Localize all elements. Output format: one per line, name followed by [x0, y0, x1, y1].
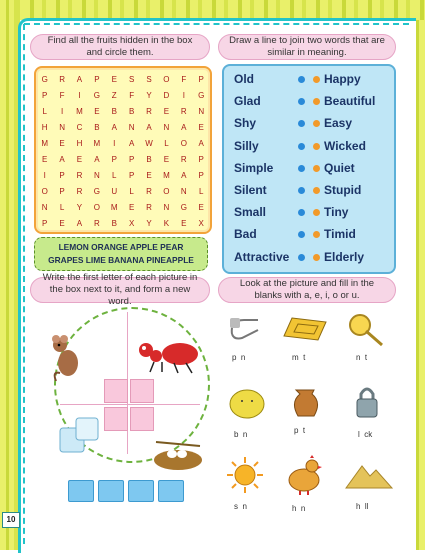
word-search-letter[interactable]: Y [146, 218, 152, 228]
word-search-letter[interactable]: I [182, 90, 185, 100]
word-search-letter[interactable]: O [41, 186, 48, 196]
word-search-letter[interactable]: P [42, 90, 48, 100]
similar-word-pair [224, 139, 394, 161]
word-search-letter[interactable]: B [111, 218, 117, 228]
word-search-letter[interactable]: E [42, 154, 48, 164]
word-search-letter[interactable]: R [146, 106, 152, 116]
word-search-letter[interactable]: N [163, 122, 170, 132]
word-search-letter[interactable]: E [111, 74, 117, 84]
right-word: Quiet [324, 160, 355, 175]
top-stripe-border [20, 0, 425, 20]
right-dot[interactable] [313, 98, 320, 105]
dashed-border-left [23, 24, 25, 544]
letter-box-1[interactable] [104, 379, 128, 403]
left-word: Glad [234, 94, 261, 109]
word-search-letter[interactable]: A [181, 170, 187, 180]
left-dot[interactable] [298, 120, 305, 127]
word-search-letter[interactable]: O [93, 202, 100, 212]
word-search-row [36, 87, 210, 103]
word-search-letter[interactable]: A [128, 138, 135, 148]
word-search-letter[interactable]: E [163, 154, 170, 164]
fill-vowel-word[interactable]: b n [234, 430, 248, 439]
word-bank [34, 237, 208, 271]
left-stripe-border [0, 0, 20, 550]
word-search-grid[interactable] [34, 66, 212, 234]
word-search-letter[interactable]: A [198, 138, 204, 148]
word-search-letter[interactable]: M [110, 202, 118, 212]
word-search-row [36, 215, 210, 231]
word-search-letter[interactable]: P [198, 154, 204, 164]
answer-box-4[interactable] [158, 480, 184, 502]
word-search-letter[interactable]: Z [111, 90, 117, 100]
word-search-letter[interactable]: P [128, 154, 135, 164]
word-search-letter[interactable]: R [76, 170, 83, 180]
word-search-letter[interactable]: W [145, 138, 153, 148]
similar-word-pair [224, 183, 394, 205]
left-word: Old [234, 72, 254, 86]
word-search-letter[interactable]: R [59, 74, 65, 84]
word-search-letter[interactable]: P [111, 154, 117, 164]
word-search-letter[interactable]: E [94, 106, 100, 116]
word-search-letter[interactable]: L [198, 186, 204, 196]
right-word: Elderly [324, 249, 365, 264]
right-word: Wicked [324, 138, 366, 153]
word-search-letter[interactable]: E [163, 106, 170, 116]
word-search-letter[interactable]: U [111, 186, 118, 196]
word-search-letter[interactable]: B [94, 122, 100, 132]
similar-words-panel [222, 64, 396, 274]
right-dot[interactable] [313, 254, 320, 261]
word-search-letter[interactable]: B [111, 106, 117, 116]
word-search-letter[interactable]: N [128, 122, 135, 132]
bun-icon [228, 387, 266, 421]
word-search-letter[interactable]: X [128, 218, 135, 228]
word-search-letter[interactable]: S [146, 74, 152, 84]
word-search-letter[interactable]: F [181, 74, 187, 84]
word-search-row [36, 103, 210, 119]
word-search-letter[interactable]: E [146, 170, 152, 180]
word-search-letter[interactable]: A [94, 154, 100, 164]
hen-icon [282, 454, 324, 496]
word-bank-line-1: LEMON ORANGE APPLE PEAR [58, 242, 184, 252]
word-search-letter[interactable]: G [41, 74, 48, 84]
word-search-letter[interactable]: R [146, 186, 152, 196]
right-dot[interactable] [313, 165, 320, 172]
right-dot[interactable] [313, 76, 320, 83]
pin-icon [228, 314, 262, 344]
left-word: Small [234, 205, 267, 220]
page-number: 10 [2, 512, 20, 528]
word-search-letter[interactable]: G [198, 90, 205, 100]
word-search-letter[interactable]: A [59, 154, 65, 164]
word-search-letter[interactable]: P [42, 218, 48, 228]
word-search-letter[interactable]: I [113, 138, 116, 148]
left-word: Bad [234, 227, 257, 242]
word-search-letter[interactable]: G [93, 186, 100, 196]
word-search-letter[interactable]: A [76, 74, 83, 84]
word-search-letter[interactable]: A [181, 122, 187, 132]
word-search-letter[interactable]: M [76, 106, 83, 116]
first-letter-instruction: Write the first letter of each picture in the box next to it, and form a new word. [30, 277, 210, 303]
ant-icon [134, 336, 206, 376]
left-word: Shy [234, 116, 257, 131]
fill-vowel-word[interactable]: s n [234, 502, 247, 511]
word-search-letter[interactable]: R [180, 106, 187, 116]
left-dot[interactable] [298, 143, 305, 150]
right-dot[interactable] [313, 231, 320, 238]
fill-vowel-word[interactable]: h n [292, 504, 306, 513]
fill-vowels-instruction: Look at the picture and fill in the blanks with a, e, i, o or u. [218, 277, 396, 303]
left-dot[interactable] [298, 231, 305, 238]
fill-vowel-word[interactable]: l ck [358, 430, 373, 439]
word-search-letter[interactable]: L [164, 138, 169, 148]
right-word: Stupid [324, 183, 362, 197]
word-search-letter[interactable]: G [180, 202, 187, 212]
word-search-letter[interactable]: R [76, 186, 83, 196]
left-dot[interactable] [298, 76, 305, 83]
word-bank-line-2: GRAPES LIME BANANA PINEAPPLE [48, 255, 194, 265]
net-icon [348, 313, 384, 347]
dashed-border-top [24, 23, 409, 25]
word-search-letter[interactable]: L [112, 170, 117, 180]
word-search-letter[interactable]: B [146, 154, 152, 164]
word-search-letter[interactable]: P [59, 186, 65, 196]
word-search-letter[interactable]: N [93, 170, 100, 180]
word-search-row [36, 151, 210, 167]
right-word: Easy [324, 116, 353, 131]
letter-box-4[interactable] [130, 407, 154, 431]
fill-vowel-word[interactable]: p t [294, 426, 306, 435]
right-dot[interactable] [313, 209, 320, 216]
word-search-letter[interactable]: N [41, 202, 48, 212]
right-dot[interactable] [313, 143, 320, 150]
letter-box-3[interactable] [104, 407, 128, 431]
word-search-letter[interactable]: F [129, 90, 135, 100]
word-search-row [36, 199, 210, 215]
word-search-letter[interactable]: G [93, 90, 100, 100]
word-search-letter[interactable]: M [41, 138, 49, 148]
word-search-letter[interactable]: P [128, 170, 135, 180]
fill-vowel-word[interactable]: p n [232, 353, 246, 362]
word-search-letter[interactable]: E [181, 218, 187, 228]
word-search-letter[interactable]: P [94, 74, 100, 84]
word-search-letter[interactable]: O [163, 74, 170, 84]
fill-vowel-word[interactable]: m t [292, 353, 306, 362]
nest-icon [150, 434, 206, 474]
mat-icon [282, 316, 328, 342]
word-search-letter[interactable]: A [111, 122, 117, 132]
word-search-letter[interactable]: H [41, 122, 48, 132]
word-search-row [36, 119, 210, 135]
word-search-letter[interactable]: I [43, 170, 46, 180]
word-search-letter[interactable]: P [198, 74, 204, 84]
ice-cube-icon [58, 414, 102, 458]
left-dot[interactable] [298, 209, 305, 216]
left-word: Simple [234, 160, 274, 175]
word-search-letter[interactable]: I [78, 90, 81, 100]
word-search-letter[interactable]: R [146, 202, 152, 212]
word-search-letter[interactable]: H [76, 138, 83, 148]
left-dot[interactable] [298, 187, 305, 194]
fill-vowel-word[interactable]: n t [356, 353, 368, 362]
word-search-letter[interactable]: P [59, 170, 65, 180]
answer-box-3[interactable] [128, 480, 154, 502]
word-search-letter[interactable]: N [198, 106, 205, 116]
lock-icon [355, 384, 379, 420]
word-search-letter[interactable]: N [163, 202, 170, 212]
word-search-letter[interactable]: I [60, 106, 64, 116]
word-search-letter[interactable]: P [198, 170, 204, 180]
word-search-letter[interactable]: S [128, 74, 135, 84]
left-dot[interactable] [298, 98, 305, 105]
similar-word-pair [224, 250, 394, 272]
word-search-letter[interactable]: X [198, 218, 204, 228]
word-search-letter[interactable]: L [42, 106, 47, 116]
mouse-icon [48, 333, 92, 381]
right-dot[interactable] [313, 187, 320, 194]
word-search-letter[interactable]: E [76, 154, 83, 164]
word-search-letter[interactable]: M [163, 170, 170, 180]
hill-icon [344, 460, 394, 490]
word-search-letter[interactable]: Y [76, 202, 83, 212]
word-search-letter[interactable]: N [59, 122, 65, 132]
right-word: Happy [324, 72, 361, 86]
word-search-letter[interactable]: E [198, 202, 204, 212]
right-dot[interactable] [313, 120, 320, 127]
word-search-letter[interactable]: L [59, 202, 65, 212]
word-search-row [36, 183, 210, 199]
left-word: Silly [234, 138, 259, 153]
similar-words-instruction: Draw a line to join two words that are similar in meaning. [218, 34, 396, 60]
word-search-letter[interactable]: E [59, 138, 65, 148]
word-search-letter[interactable]: R [93, 218, 100, 228]
word-search-letter[interactable]: M [93, 138, 101, 148]
word-search-letter[interactable]: A [76, 218, 83, 228]
word-search-row [36, 167, 210, 183]
letter-box-2[interactable] [130, 379, 154, 403]
word-search-row [36, 135, 210, 151]
fill-vowel-word[interactable]: h ll [356, 502, 369, 511]
word-search-letter[interactable]: D [163, 90, 170, 100]
cross-divider-h [60, 404, 200, 405]
sun-icon [226, 456, 264, 494]
word-search-letter[interactable]: R [180, 154, 187, 164]
word-search-instruction: Find all the fruits hidden in the box and circle them. [30, 34, 210, 60]
left-dot[interactable] [298, 165, 305, 172]
word-search-letter[interactable]: K [163, 218, 170, 228]
answer-box-2[interactable] [98, 480, 124, 502]
similar-word-pair [224, 116, 394, 138]
left-dot[interactable] [298, 254, 305, 261]
right-word: Beautiful [324, 94, 376, 109]
word-search-letter[interactable]: O [163, 186, 170, 196]
word-search-letter[interactable]: Y [146, 90, 152, 100]
similar-word-pair [224, 161, 394, 183]
word-search-letter[interactable]: O [180, 138, 187, 148]
word-search-letter[interactable]: F [59, 90, 65, 100]
similar-word-pair [224, 94, 394, 116]
word-search-letter[interactable]: B [128, 106, 135, 116]
word-search-letter[interactable]: E [59, 218, 65, 228]
right-word: Timid [324, 227, 356, 242]
left-word: Attractive [234, 249, 290, 264]
similar-word-pair [224, 205, 394, 227]
word-search-letter[interactable]: N [180, 186, 187, 196]
word-search-row [36, 71, 210, 87]
word-search-letter[interactable]: E [128, 202, 135, 212]
similar-word-pair [224, 227, 394, 249]
word-search-letter[interactable]: L [129, 186, 134, 196]
right-word: Tiny [324, 205, 349, 220]
answer-box-1[interactable] [68, 480, 94, 502]
word-search-letter[interactable]: C [76, 122, 83, 132]
pot-icon [290, 386, 320, 418]
word-search-letter[interactable]: A [146, 122, 152, 132]
word-search-letter[interactable]: E [198, 122, 204, 132]
left-word: Silent [234, 183, 267, 197]
similar-word-pair [224, 72, 394, 94]
